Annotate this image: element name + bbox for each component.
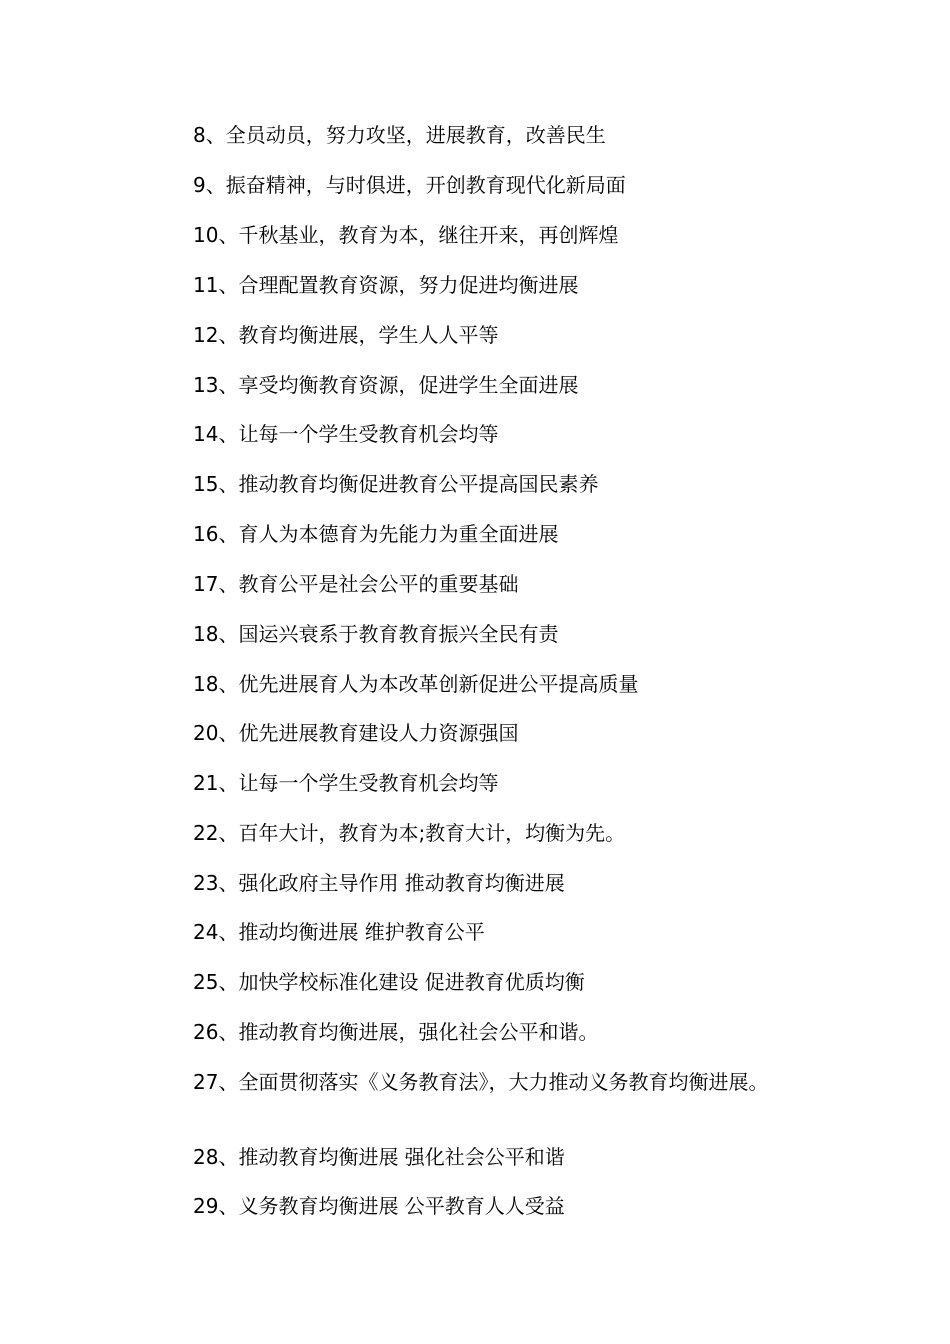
list-item: 15、推动教育均衡促进教育公平提高国民素养 [193,472,599,496]
list-item: 21、让每一个学生受教育机会均等 [193,771,499,795]
list-item: 16、育人为本德育为先能力为重全面进展 [193,522,559,546]
list-item: 18、优先进展育人为本改革创新促进公平提高质量 [193,672,639,696]
list-item: 22、百年大计，教育为本;教育大计，均衡为先。 [193,821,626,845]
list-item: 28、推动教育均衡进展 强化社会公平和谐 [193,1145,565,1169]
list-item: 23、强化政府主导作用 推动教育均衡进展 [193,871,565,895]
list-item: 8、全员动员，努力攻坚，进展教育，改善民生 [193,123,606,147]
list-item: 20、优先进展教育建设人力资源强国 [193,721,519,745]
list-item: 25、加快学校标准化建设 促进教育优质均衡 [193,970,585,994]
list-item: 24、推动均衡进展 维护教育公平 [193,920,485,944]
list-item: 18、国运兴衰系于教育教育振兴全民有责 [193,622,559,646]
list-item: 11、合理配置教育资源，努力促进均衡进展 [193,273,579,297]
list-item: 27、全面贯彻落实《义务教育法》，大力推动义务教育均衡进展。 [193,1070,769,1094]
list-item: 13、享受均衡教育资源，促进学生全面进展 [193,373,579,397]
list-item: 17、教育公平是社会公平的重要基础 [193,572,519,596]
list-item: 10、千秋基业，教育为本，继往开来，再创辉煌 [193,223,619,247]
list-item: 26、推动教育均衡进展，强化社会公平和谐。 [193,1020,599,1044]
list-item: 29、义务教育均衡进展 公平教育人人受益 [193,1194,565,1218]
list-item: 9、振奋精神，与时俱进，开创教育现代化新局面 [193,173,626,197]
list-item: 14、让每一个学生受教育机会均等 [193,422,499,446]
list-item: 12、教育均衡进展，学生人人平等 [193,323,499,347]
